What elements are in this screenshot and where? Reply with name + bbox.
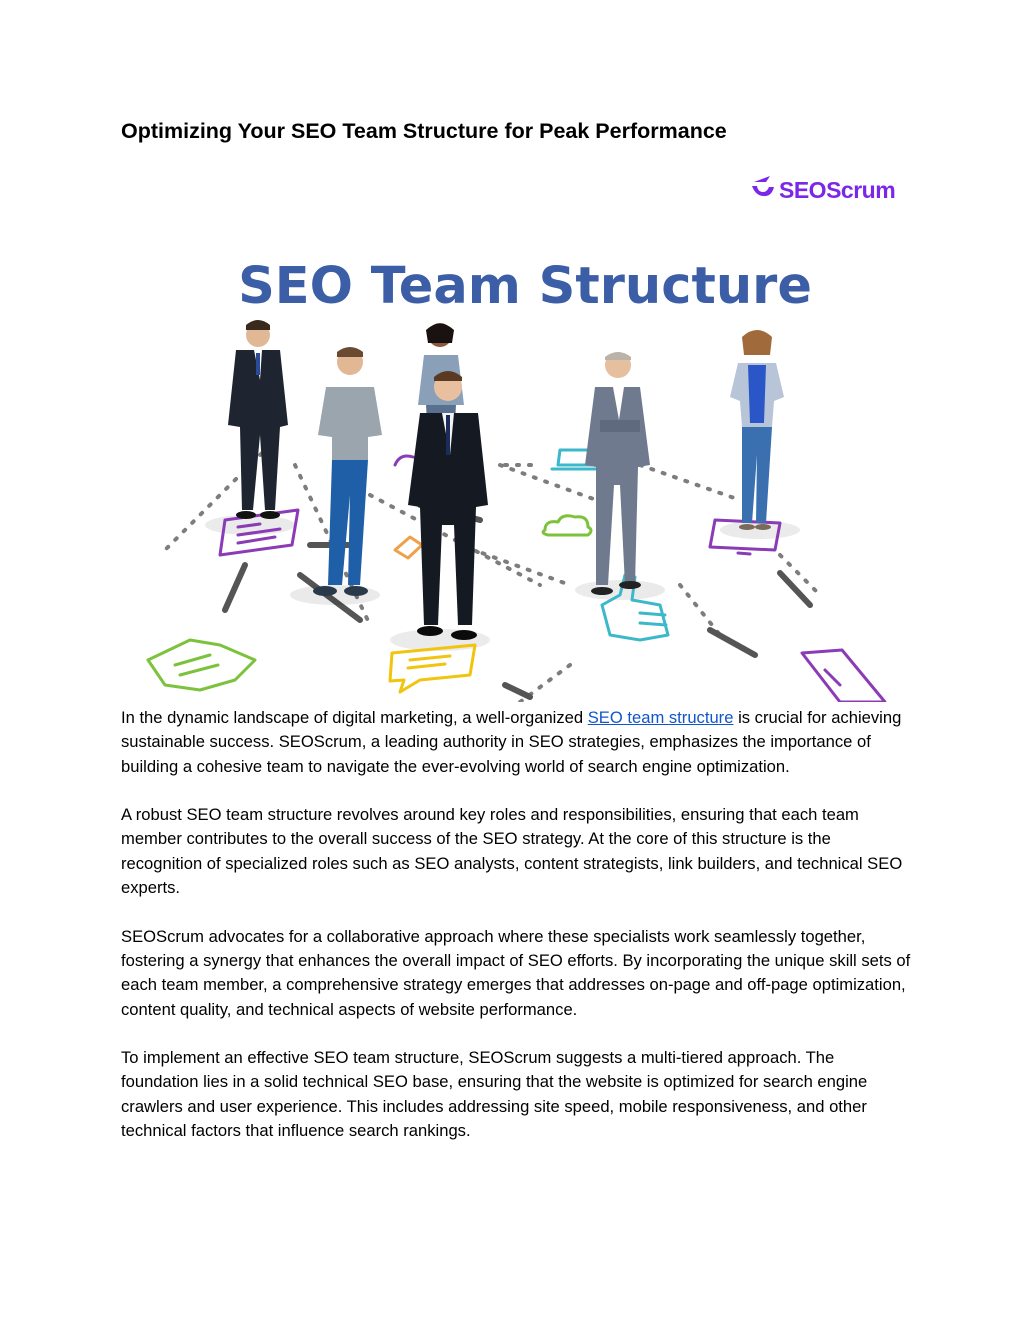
svg-text:SEOScrum bbox=[779, 177, 895, 203]
seoscrum-logo bbox=[752, 176, 895, 203]
paragraph-3: SEOScrum advocates for a collaborative approach where these specialists work seamlessly together, fostering a synergy that enhances the overall impact of SEO efforts. By incorporating the unique skill sets of each team member, a comprehensive strategy emerges that addresses on-page and off-page optimization, content quality, and technical aspects of website performance. bbox=[121, 926, 911, 1019]
paragraph-2: A robust SEO team structure revolves around key roles and responsibilities, ensuring that each team member contributes to the overall success of the SEO strategy. At the core of this structure is the recognition of specialized roles such as SEO analysts, content strategists, link builders, and technical SEO experts. bbox=[121, 805, 903, 898]
figure-headline: SEO Team Structure bbox=[238, 257, 812, 316]
paragraph-1 bbox=[121, 706, 911, 779]
cloud-icon bbox=[543, 516, 591, 535]
smartphone-icon bbox=[802, 650, 885, 702]
team-member-5 bbox=[585, 352, 650, 595]
target-icon bbox=[395, 456, 413, 465]
chat-bubble-icon bbox=[390, 645, 475, 692]
team-member-1 bbox=[228, 320, 288, 519]
team-member-2 bbox=[313, 347, 382, 596]
logo-text-scrum: Scrum bbox=[826, 177, 896, 203]
page-title: Optimizing Your SEO Team Structure for Peak Performance bbox=[121, 119, 727, 143]
logo-text-seo: SEO bbox=[779, 177, 827, 203]
pencil-icon bbox=[395, 537, 422, 558]
team-member-6 bbox=[730, 330, 784, 530]
paragraph-4: To implement an effective SEO team structure, SEOScrum suggests a multi-tiered approach. The foundation lies in a solid technical SEO base, ensuring that the website is optimized for search engine crawlers and user experience. This includes addressing site speed, mobile responsiveness, and other technical factors that influence search rankings. bbox=[121, 1048, 868, 1141]
paragraph-1-text-end: is crucial for achieving sustainable success. SEOScrum, a leading authority in SEO strategies, emphasizes the importance of building a cohesive team to navigate the ever-evolving world of search engine optimization. bbox=[121, 708, 902, 776]
paragraph-1-text-start: In the dynamic landscape of digital marketing, a well-organized bbox=[121, 708, 588, 727]
network-lines bbox=[160, 445, 820, 702]
article-body bbox=[121, 706, 911, 1168]
seo-team-structure-image bbox=[120, 165, 907, 702]
seoscrum-logo-mark-icon bbox=[752, 176, 774, 196]
seo-team-structure-link[interactable]: SEO team structure bbox=[587, 708, 734, 727]
handshake-icon bbox=[148, 640, 255, 690]
